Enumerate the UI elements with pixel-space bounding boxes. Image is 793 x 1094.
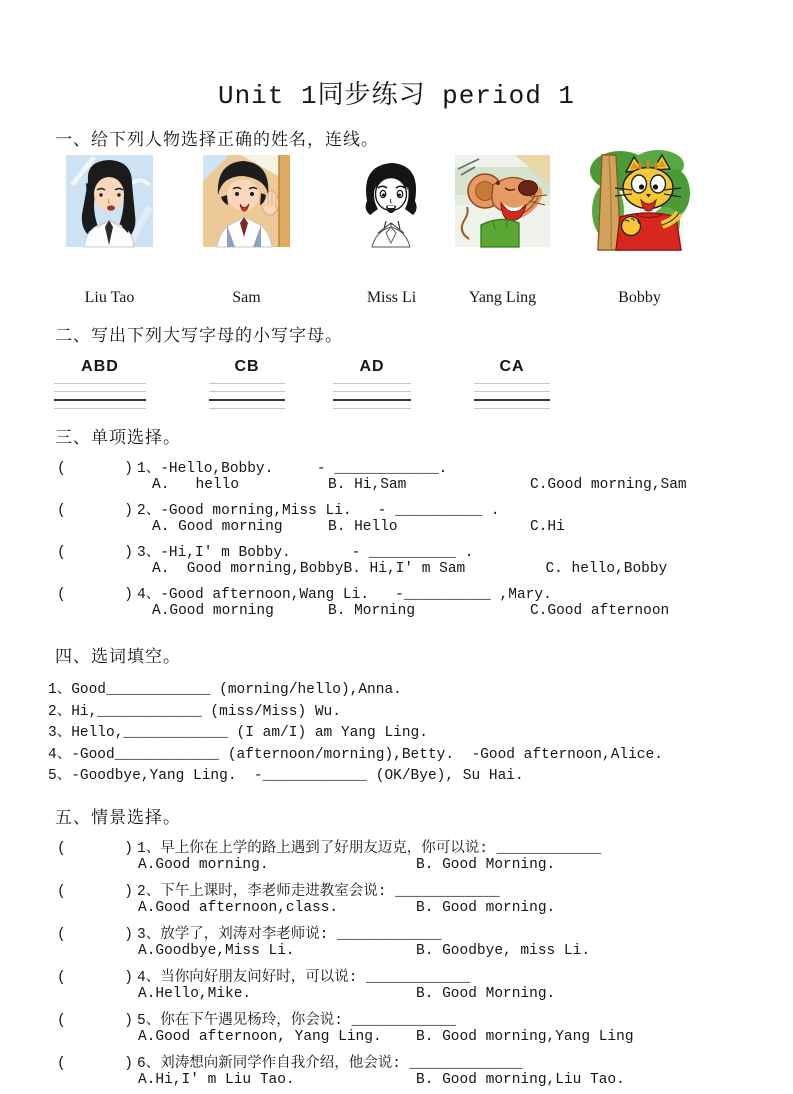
uppercase-letters: CA [499,358,525,375]
figure-name: Liu Tao [84,289,135,306]
option-a: A.Good morning. [138,857,269,873]
figure-1 [66,155,153,307]
option-c: C. hello,Bobby [545,561,668,577]
answer-bracket [57,1013,133,1029]
bracket-close: ) [124,926,133,943]
writing-line [474,408,550,409]
figure-2 [203,155,290,307]
option-b: B. Good Morning. [416,857,556,873]
option-row [138,1029,793,1051]
writing-line [333,391,411,392]
bracket-close: ) [124,840,133,857]
figure-4 [455,155,550,307]
answer-bracket [57,927,133,943]
cat-cartoon-image [596,155,683,247]
girl-bob-hair-portrait-image [348,155,435,247]
question-row [57,965,793,987]
fill-blank-item: 5、-Goodbye,Yang Ling. -____________ (OK/Bye), Su Hai. [48,768,524,784]
option-row [152,603,793,624]
question-row [57,540,793,561]
section4-items [48,677,793,785]
writing-line [333,383,411,384]
writing-line [474,391,550,392]
bracket-open: ( [57,545,66,561]
figure-name: Sam [232,289,261,306]
answer-bracket [57,587,133,603]
writing-line [209,391,285,392]
fill-blank-item: 4、-Good____________ (afternoon/morning),Betty. -Good afternoon,Alice. [48,746,663,763]
writing-lines [474,383,550,409]
option-a: A.Hello,Mike. [138,986,252,1002]
bracket-open: ( [57,1012,66,1029]
question-stem: 6、刘涛想向新同学作自我介绍，他会说: _____________ [137,1055,523,1072]
question-stem: 1、-Hello,Bobby. - ____________. [137,461,448,477]
question-row [57,1008,793,1030]
question-stem: 5、你在下午遇见杨玲，你会说: ____________ [137,1012,457,1029]
option-row [138,900,793,922]
bracket-open: ( [57,1055,66,1072]
option-b: B. Hi,Sam [328,477,407,493]
option-b: B. Good Morning. [416,986,556,1002]
option-c: C.Good afternoon [530,603,670,619]
uppercase-letters: ABD [81,358,119,375]
question-row [57,922,793,944]
portrait-row [66,155,793,307]
section5-heading: 五、情景选择。 [55,807,181,827]
option-a: A. Good morning [152,519,283,535]
bracket-close: ) [124,1012,133,1029]
option-row [138,1072,793,1094]
boy-waving-portrait-image [203,155,290,247]
answer-bracket [57,503,133,519]
option-b: B. Goodbye, miss Li. [416,943,591,959]
writing-line [474,399,550,401]
question-stem: 3、放学了，刘涛对李老师说: ____________ [137,926,442,943]
bracket-open: ( [57,587,66,603]
section3-heading: 三、单项选择。 [55,428,181,447]
uppercase-letters: CB [234,358,260,375]
uppercase-letters: AD [359,358,385,375]
writing-lines [54,383,146,409]
writing-lines [333,383,411,409]
answer-bracket [57,970,133,986]
answer-bracket [57,841,133,857]
bracket-close: ) [124,461,133,477]
writing-line [474,383,550,384]
question-stem: 1、早上你在上学的路上遇到了好朋友迈克，你可以说: ____________ [137,840,602,857]
question-stem: 3、-Hi,I' m Bobby. - __________ . [137,545,474,561]
writing-line [333,408,411,409]
bracket-close: ) [124,545,133,561]
question-row [57,879,793,901]
question-row [57,836,793,858]
option-c: C.Hi [530,519,565,535]
section3-questions [0,456,793,624]
option-row [138,943,793,965]
figure-5 [596,155,683,307]
answer-bracket [57,461,133,477]
section4-heading: 四、选词填空。 [55,647,181,666]
writing-line [54,383,146,384]
answer-bracket [57,545,133,561]
bracket-open: ( [57,840,66,857]
writing-line [333,399,411,401]
bracket-open: ( [57,969,66,986]
fill-blank-item: 1、Good____________ (morning/hello),Anna. [48,682,402,698]
figure-name: Bobby [618,289,661,306]
fill-blank-item: 3、Hello,____________ (I am/I) am Yang Ling. [48,725,428,741]
writing-line [54,399,146,401]
bracket-close: ) [124,883,133,900]
option-row [138,857,793,879]
figure-name: Yang Ling [468,289,537,306]
option-row [152,477,793,498]
writing-line [209,383,285,384]
letter-groups-row [54,358,793,409]
letter-group [474,358,550,409]
option-a: A. hello [152,477,240,493]
question-row [57,456,793,477]
letter-group [54,358,146,409]
figure-name: Miss Li [366,289,417,306]
question-stem: 2、-Good morning,Miss Li. - __________ . [137,503,500,519]
question-row [57,1051,793,1073]
bracket-close: ) [124,587,133,603]
option-row [138,986,793,1008]
writing-lines [209,383,285,409]
option-row [152,561,793,582]
answer-bracket [57,1056,133,1072]
option-a: A.Good morning [152,603,274,619]
fill-blank-item: 2、Hi,____________ (miss/Miss) Wu. [48,703,341,720]
question-row [57,582,793,603]
writing-line [54,408,146,409]
question-stem: 4、-Good afternoon,Wang Li. -__________ ,Mary. [137,587,552,603]
mouse-cartoon-image [455,155,550,247]
option-b: B. Good morning,Yang Ling [416,1029,634,1045]
option-b: B. Good morning,Liu Tao. [416,1072,625,1088]
figure-3 [348,155,435,307]
question-stem: 4、当你向好朋友问好时，可以说: ____________ [137,969,471,986]
bracket-open: ( [57,461,66,477]
option-b: B. Hi,I' m Sam [343,561,466,577]
writing-line [209,399,285,401]
letter-group [333,358,411,409]
option-a: A.Good afternoon,class. [138,900,339,916]
question-stem: 2、下午上课时，李老师走进教室会说: ____________ [137,883,500,900]
writing-line [209,408,285,409]
writing-line [54,391,146,392]
option-a: A.Good afternoon, Yang Ling. [138,1029,382,1045]
page-title: Unit 1同步练习 period 1 [217,81,576,111]
option-b: B. Good morning. [416,900,556,916]
section2-heading: 二、写出下列大写字母的小写字母。 [55,326,343,345]
bracket-open: ( [57,503,66,519]
option-b: B. Hello [328,519,398,535]
option-c: C.Good morning,Sam [530,477,687,493]
bracket-close: ) [124,503,133,519]
section5-questions [0,836,793,1094]
bracket-close: ) [124,969,133,986]
option-a: A.Hi,I' m Liu Tao. [138,1072,295,1088]
letter-group [209,358,285,409]
option-b: B. Morning [328,603,416,619]
section1-heading: 一、给下列人物选择正确的姓名，连线。 [55,130,379,149]
option-a: A. Good morning,Bobby [152,561,344,577]
bracket-open: ( [57,883,66,900]
option-row [152,519,793,540]
answer-bracket [57,884,133,900]
bracket-close: ) [124,1055,133,1072]
question-row [57,498,793,519]
option-a: A.Goodbye,Miss Li. [138,943,295,959]
woman-long-hair-portrait-image [66,155,153,247]
bracket-open: ( [57,926,66,943]
